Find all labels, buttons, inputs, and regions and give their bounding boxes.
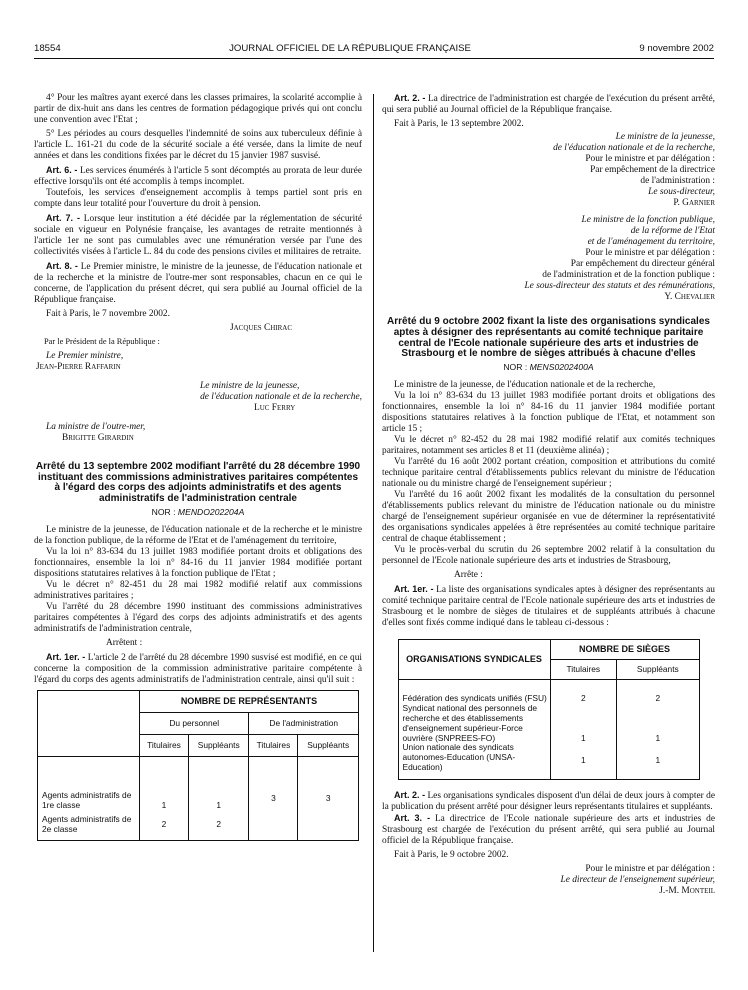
paragraph: Vu l'arrêté du 16 août 2002 portant création, composition et attributions du comité technique paritaire central d'établissements publics relevant du ministre de l'éducation nationale ou du ministre chargé de l'enseignement supérieur ;	[382, 457, 715, 490]
cell: 2	[617, 680, 699, 704]
signature-block-2: Le ministre de la fonction publique, de la réforme de l'Etat et de l'aménagement du territoire, Pour le ministre et par délégation : Par empêchement du directeur général de l'administration et de la fonction publique : Le sous-directeur des statuts et des rémunérations, Y. Chevalier	[524, 215, 715, 302]
table-row	[398, 680, 699, 704]
column-header: Suppléants	[188, 735, 249, 757]
table-row	[38, 757, 359, 811]
signature-girardin: Brigitte Girardin	[62, 432, 134, 443]
nor-reference: NOR : MENDO202204A	[151, 507, 245, 518]
nor-reference: NOR : MENS0202400A	[503, 362, 594, 373]
table-corner	[38, 691, 140, 757]
paragraph: 5° Les périodes au cours desquelles l'indemnité de soins aux tuberculeux définie à l'article L. 161-21 du code de la sécurité sociale a été versée, dans la limite de neuf années et dans les conditions fixées par le décret du 15 janvier 1987 susvisé.	[34, 129, 362, 161]
arrete: Arrête :	[454, 570, 483, 581]
date-line: Fait à Paris, le 13 septembre 2002.	[394, 119, 524, 129]
article-label: Art. 1er. -	[46, 652, 86, 663]
article-label: Art. 6. -	[46, 165, 78, 175]
article-label: Art. 1er. -	[394, 584, 434, 595]
table-row	[398, 704, 699, 743]
article-label: Art. 2. -	[394, 789, 426, 800]
column-divider	[373, 94, 374, 952]
representatives-table	[37, 690, 359, 841]
paragraph: Le ministre de la jeunesse, de l'éducation nationale et de la recherche et le ministre de la fonction publique, de la réforme de l'Etat et de l'aménagement du territoire,	[34, 525, 362, 547]
cell: 1	[617, 743, 699, 779]
column-header: Suppléants	[617, 660, 699, 680]
ministre-outremer: La ministre de l'outre-mer,	[46, 421, 146, 432]
paragraph: Vu le décret n° 82-451 du 28 mai 1982 modifié relatif aux commissions administratives paritaires ;	[34, 580, 362, 602]
row-label: Fédération des syndicats unifiés (FSU)	[398, 680, 550, 704]
signature-line: Le directeur de l'enseignement supérieur,	[560, 874, 715, 885]
arrete-title: Arrêté du 13 septembre 2002 modifiant l'arrêté du 28 décembre 1990 instituant des commissions administratives paritaires compétentes à l'égard des corps des adjoints administratifs et des agents administratifs de l'administration centrale	[35, 460, 361, 505]
paragraph: Vu le décret n° 82-452 du 28 mai 1982 modifié relatif aux comités techniques paritaires, notamment ses articles 8 et 11 (deuxième alinéa) ;	[382, 435, 715, 457]
row-label: Agents administratifs de 2e classe	[38, 811, 140, 841]
table-row	[398, 743, 699, 779]
date-line: Fait à Paris, le 9 octobre 2002.	[394, 849, 509, 860]
paragraph: Vu la loi n° 83-634 du 13 juillet 1983 modifiée portant droits et obligations des fonctionnaires, ensemble la loi n° 84-16 du 11 janvier 1984 modifiée portant dispositions statutaires relatives à la fonction publique de l'Etat, et notamment son article 15 ;	[382, 391, 715, 435]
column-header: Titulaires	[249, 735, 298, 757]
article-7: Art. 7. - Lorsque leur institution a été décidée par la réglementation de sécurité sociale en vigueur en Polynésie française, les avantages de retraite mentionnés à l'article 1er ne sont pas cumulables avec une rémunération versée par l'une des collectivités visées à l'article L. 84 du code des pensions civiles et militaires de retraite.	[34, 213, 362, 257]
row-label: Syndicat national des personnels de recherche et des établissements d'enseignement supérieur-Force ouvrière (SNPREES-FO)	[398, 704, 550, 743]
unions-table	[398, 639, 700, 780]
issue-date: 9 novembre 2002	[639, 42, 714, 54]
article-1: Art. 1er. - La liste des organisations syndicales aptes à désigner des représentants au comité technique paritaire central de l'Ecole nationale supérieure des arts et industries de Strasbourg et le nombre de sièges de titulaires et de suppléants attribués à chacune d'elles sont fixés comme indiqué dans le tableau ci-dessous :	[382, 584, 715, 629]
cell: 1	[550, 743, 617, 779]
article-6: Art. 6. - Les services énumérés à l'article 5 sont décomptés au prorata de leur durée effective lorsqu'ils ont été accomplis à temps incomplet.	[34, 165, 362, 187]
column-header: Titulaires	[550, 660, 617, 680]
column-header: NOMBRE DE REPRÉSENTANTS	[140, 691, 359, 713]
page-header	[34, 40, 714, 54]
by-president: Par le Président de la République :	[44, 337, 160, 346]
paragraph: Vu le procès-verbal du scrutin du 26 septembre 2002 relatif à la consultation du personnel de l'Ecole nationale supérieure des arts et industries de Strasbourg,	[382, 545, 715, 567]
cell: 2	[140, 811, 189, 841]
paragraph: Le ministre de la jeunesse, de l'éducation nationale et de la recherche,	[394, 380, 656, 391]
paragraph: 4° Pour les maîtres ayant exercé dans les classes primaires, la scolarité accomplie à partir de dix-huit ans dans les centres de formation pédagogique privés qui ont conclu une convention avec l'Etat ;	[34, 93, 362, 125]
ministre-jeunesse-2: de l'éducation nationale et de la recherche,	[200, 391, 362, 402]
signature-line: Pour le ministre et par délégation :	[585, 863, 715, 874]
paragraph: Vu l'arrêté du 28 décembre 1990 instituant des commissions administratives paritaires compétentes à l'égard des corps des adjoints administratifs et des agents administratifs de l'administration centrale,	[34, 602, 362, 635]
paragraph: Vu la loi n° 83-634 du 13 juillet 1983 modifiée portant droits et obligations des fonctionnaires, ensemble la loi n° 84-16 du 11 janvier 1984 modifiée portant dispositions statutaires relatives à la fonction publique de l'Etat ;	[34, 547, 362, 580]
cell: 1	[188, 757, 249, 811]
cell: 1	[550, 704, 617, 743]
row-label: Union nationale des syndicats autonomes-Education (UNSA-Education)	[398, 743, 550, 779]
journal-title: JOURNAL OFFICIEL DE LA RÉPUBLIQUE FRANÇAISE	[229, 42, 471, 54]
row-label: Agents administratifs de 1re classe	[38, 757, 140, 811]
column-header: ORGANISATIONS SYNDICALES	[398, 640, 550, 680]
cell: 2	[188, 811, 249, 841]
article-label: Art. 7. -	[46, 213, 80, 223]
page-number: 18554	[34, 42, 61, 54]
premier-ministre: Le Premier ministre,	[46, 350, 124, 361]
arretent: Arrêtent :	[106, 638, 143, 649]
cell: 1	[140, 757, 189, 811]
ministre-jeunesse: Le ministre de la jeunesse,	[200, 380, 300, 391]
signature-block-1: Le ministre de la jeunesse, de l'éducation nationale et de la recherche, Pour le ministre et par délégation : Par empêchement de la directrice de l'administration : Le sous-directeur, P. Garnier	[553, 132, 715, 208]
article-1: Art. 1er. - L'article 2 de l'arrêté du 28 décembre 1990 susvisé est modifié, en ce qui concerne la composition de la commission administrative paritaire compétente à l'égard du corps des agents administratifs de l'administration centrale, ainsi qu'il suit :	[34, 652, 362, 686]
article-label: Art. 3. -	[394, 812, 431, 823]
arrete-title: Arrêté du 9 octobre 2002 fixant la liste des organisations syndicales aptes à désigner des représentants au comité technique paritaire central de l'Ecole nationale supérieure des arts et industries de Strasbourg et le nombre de sièges attribués à chacune d'elles	[387, 316, 710, 360]
article-3: Art. 3. - La directrice de l'Ecole nationale supérieure des arts et industries de Strasbourg est chargée de l'exécution du présent arrêté, qui sera publié au Journal officiel de la République française.	[382, 812, 715, 846]
signature-raffarin: Jean-Pierre Raffarin	[36, 361, 121, 372]
cell: 1	[617, 704, 699, 743]
article-label: Art. 8. -	[46, 261, 78, 271]
paragraph: Toutefois, les services d'enseignement accomplis à temps partiel sont pris en compte dans leur totalité pour l'ouverture du droit à pension.	[34, 188, 362, 209]
signature-ferry: Luc Ferry	[254, 402, 296, 413]
article-8: Art. 8. - Le Premier ministre, le ministre de la jeunesse, de l'éducation nationale et de la recherche et la ministre de l'outre-mer sont responsables, chacun en ce qui le concerne, de l'application du présent décret, qui sera publié au Journal officiel de la République française.	[34, 261, 362, 305]
article-2b: Art. 2. - Les organisations syndicales disposent d'un délai de deux jours à compter de la publication du présent arrêté pour désigner leurs représentants titulaires et suppléants.	[382, 789, 715, 812]
cell: 2	[550, 680, 617, 704]
header-rule	[34, 58, 714, 59]
column-header: Titulaires	[140, 735, 189, 757]
article-2: Art. 2. - La directrice de l'administration est chargée de l'exécution du présent arrêté, qui sera publié au Journal officiel de la République française.	[382, 93, 716, 115]
cell: 3	[249, 757, 298, 841]
article-label: Art. 2. -	[394, 93, 426, 103]
paragraph: Vu l'arrêté du 16 août 2002 fixant les modalités de la consultation du personnel d'établissements publics relevant du ministre de l'éducation nationale ou du ministre chargé de l'enseignement supérieur organisée en vue de déterminer la représentativité des organisations syndicales appelées à être représentées au comité technique paritaire central de chaque établissement ;	[382, 490, 715, 545]
cell: 3	[298, 757, 359, 841]
column-header: Suppléants	[298, 735, 359, 757]
signature-chirac: Jacques Chirac	[229, 323, 292, 333]
date-line: Fait à Paris, le 7 novembre 2002.	[46, 309, 170, 319]
column-header: NOMBRE DE SIÈGES	[550, 640, 699, 660]
column-header: Du personnel	[140, 713, 249, 735]
signature-monteil: J.-M. Monteil	[659, 885, 715, 896]
left-column	[34, 93, 362, 841]
column-header: De l'administration	[249, 713, 359, 735]
right-column	[382, 93, 715, 897]
